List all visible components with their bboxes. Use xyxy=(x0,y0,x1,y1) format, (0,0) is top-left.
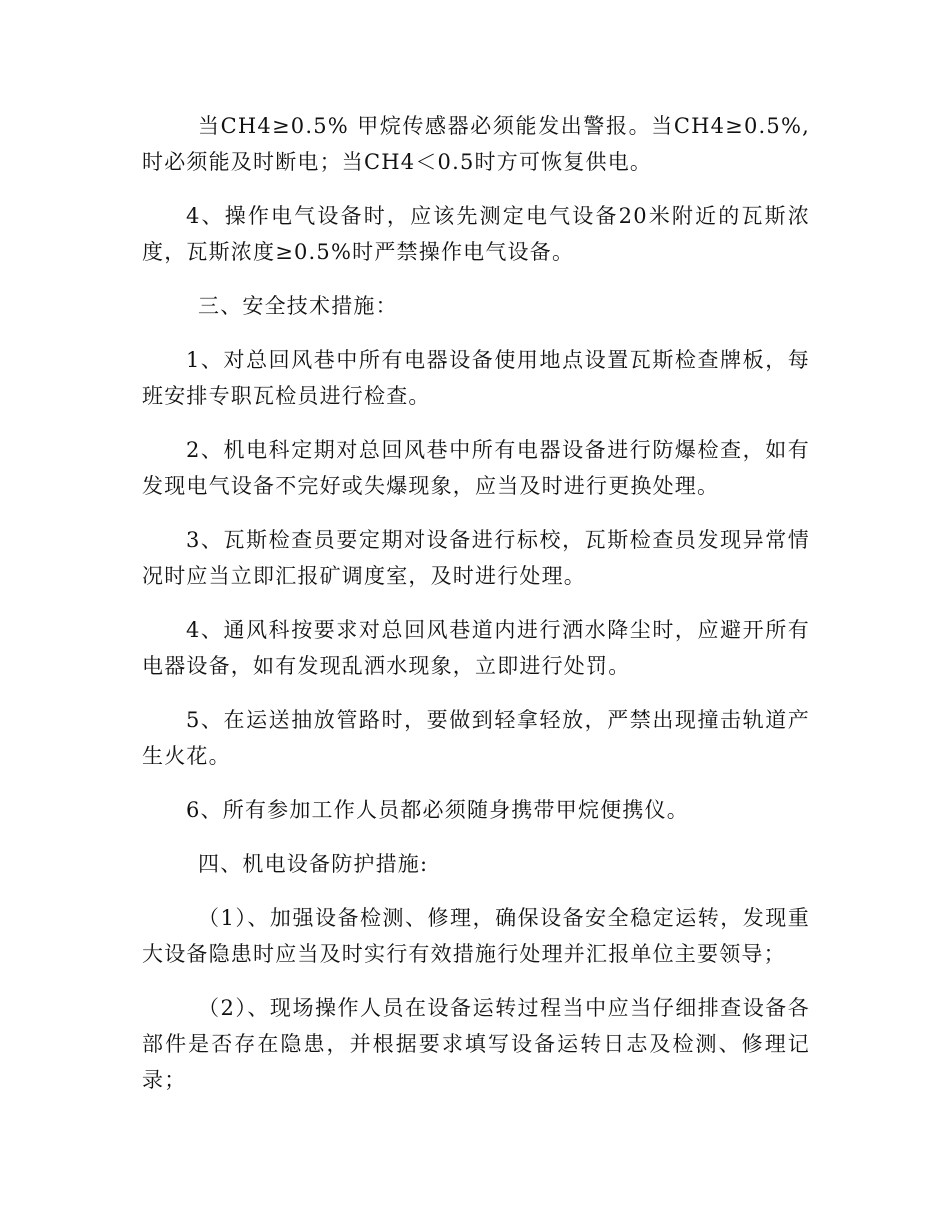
paragraph-measure-5: 5、在运送抽放管路时，要做到轻拿轻放，严禁出现撞击轨道产生火花。 xyxy=(142,708,810,768)
paragraph-measure-4: 4、通风科按要求对总回风巷道内进行洒水降尘时，应避开所有电器设备，如有发现乱洒水现象，立即进行处罚。 xyxy=(142,618,810,678)
paragraph-item-4-gas-check: 4、操作电气设备时，应该先测定电气设备20米附近的瓦斯浓度，瓦斯浓度≥0.5%时严禁操作电气设备。 xyxy=(142,204,810,264)
paragraph-measure-3: 3、瓦斯检查员要定期对设备进行标校，瓦斯检查员发现异常情况时应当立即汇报矿调度室，及时进行处理。 xyxy=(142,528,810,588)
section-heading-safety-measures: 三、安全技术措施： xyxy=(198,294,398,318)
paragraph-methane-alarm: 当CH4≥0.5% 甲烷传感器必须能发出警报。当CH4≥0.5%,时必须能及时断电；当CH4＜0.5时方可恢复供电。 xyxy=(142,114,810,174)
paragraph-measure-2: 2、机电科定期对总回风巷中所有电器设备进行防爆检查，如有发现电气设备不完好或失爆现象，应当及时进行更换处理。 xyxy=(142,438,810,498)
paragraph-protection-2: （2）、现场操作人员在设备运转过程当中应当仔细排查设备各部件是否存在隐患，并根据要求填写设备运转日志及检测、修理记录； xyxy=(142,996,810,1092)
section-heading-equipment-protection: 四、机电设备防护措施: xyxy=(198,852,429,876)
paragraph-protection-1: （1）、加强设备检测、修理，确保设备安全稳定运转，发现重大设备隐患时应当及时实行有效措施行处理并汇报单位主要领导； xyxy=(142,906,810,966)
document-body xyxy=(142,108,810,1116)
paragraph-measure-6: 6、所有参加工作人员都必须随身携带甲烷便携仪。 xyxy=(186,798,689,822)
paragraph-measure-1: 1、对总回风巷中所有电器设备使用地点设置瓦斯检查牌板，每班安排专职瓦检员进行检查。 xyxy=(142,348,810,408)
